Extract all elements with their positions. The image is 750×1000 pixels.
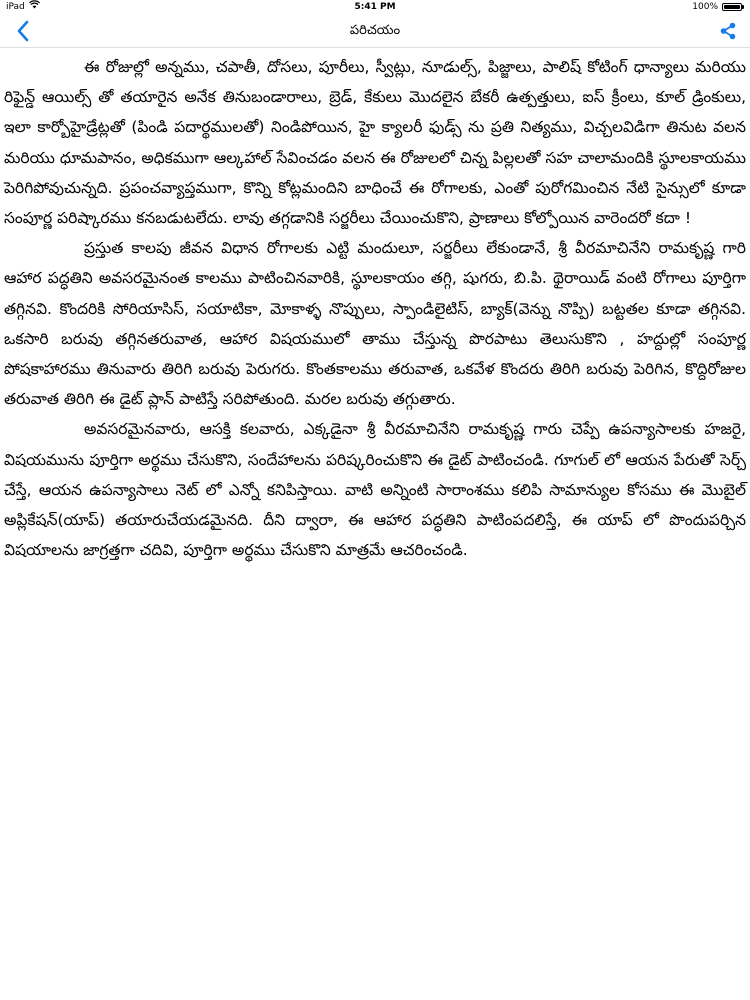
status-time: 5:41 PM xyxy=(354,2,396,12)
share-icon xyxy=(719,22,737,40)
battery-percent: 100% xyxy=(692,2,718,12)
share-button[interactable] xyxy=(716,19,740,43)
intro-paragraph-3: అవసరమైనవారు, ఆసక్తి కలవారు, ఎక్కడైనా శ్రీ వీరమాచినేని రామకృష్ణ గారు చెప్పే ఉపన్యాసాలకు హజరై, విషయమును పూర్తిగా అర్థము చేసుకొని, సందేహాలను పరిష్కరించుకొని ఈ డైట్ పాటించండి. గూగుల్ లో ఆయన పేరుతో సెర్చ్ చేస్తే, ఆయన ఉపన్యాసాలు నెట్ లో ఎన్నో కనిపిస్తాయి. వాటి అన్నింటి సారాంశము కలిపి సామాన్యుల కోసము ఈ మొబైల్ అప్లికేషన్(యాప్) తయారుచేయడమైనది. దీని ద్వారా, ఈ ఆహార పద్ధతిని పాటింపదలిస్తే, ఈ యాప్ లో పొందుపర్చిన విషయాలను జాగ్రత్తగా చదివి, పూర్తిగా అర్థము చేసుకొని మాత్రమే ఆచరించండి. xyxy=(4,420,746,560)
battery-tip xyxy=(742,5,744,9)
battery-body xyxy=(722,3,742,11)
navigation-bar xyxy=(0,14,750,48)
carrier-label: iPad xyxy=(6,2,25,12)
intro-paragraph-2: ప్రస్తుత కాలపు జీవన విధాన రోగాలకు ఎట్టి మందులూ, సర్జరీలు లేకుండానే, శ్రీ వీరమాచినేని రామకృష్ణ గారి ఆహార పద్ధతిని అవసరమైనంత కాలము పాటించినవారికి, స్థూలకాయం తగ్గి, షుగరు, బి.పి. థైరాయిడ్ వంటి రోగాలు పూర్తిగా తగ్గినవి. కొందరికి సోరియాసిస్, సయాటికా, మోకాళ్ళ నొప్పులు, స్పాండిలైటిస్, బ్యాక్(వెన్ను నొప్పి) బట్టతల కూడా తగ్గినవి. ఒకసారి బరువు తగ్గినతరువాత, ఆహార విషయములో తాము చేస్తున్న పొరపాటు తెలుసుకొని , హద్దుల్లో సంపూర్ణ పోషకాహారము తినువారు తిరిగి బరువు పెరుగరు. కొంతకాలము తరువాత, ఒకవేళ కొందరు తిరిగి బరువు పెరిగిన, కొద్దిరోజుల తరువాత తిరిగి ఈ డైట్ ప్లాన్ పాటిస్తే సరిపోతుంది. మరల బరువు తగ్గుతారు. xyxy=(4,239,746,409)
intro-text-content xyxy=(4,52,746,565)
page-title: పరిచయం xyxy=(349,23,401,38)
battery-icon xyxy=(722,3,744,11)
status-right xyxy=(692,0,744,14)
status-bar xyxy=(0,0,750,14)
intro-paragraph-1: ఈ రోజుల్లో అన్నము, చపాతీ, దోసలు, పూరీలు, స్వీట్లు, నూడుల్స్, పిజ్జాలు, పాలిష్ కోటింగ్ ధాన్యాలు మరియు రిఫైన్డ్ ఆయిల్స్ తో తయారైన అనేక తినుబండారాలు, బ్రెడ్, కేకులు మొదలైన బేకరీ ఉత్పత్తులు, ఐస్ క్రీంలు, కూల్ డ్రింకులు, ఇలా కార్బోహైడ్రేట్లతో (పిండి పదార్థములతో) నిండిపోయిన, హై క్యాలరీ ఫుడ్స్ ను ప్రతి నిత్యము, విచ్చలవిడిగా తినుట వలన మరియు ధూమపానం, అధికముగా ఆల్కహాల్ సేవించడం వలన ఈ రోజులలో చిన్న పిల్లలతో సహ చాలామందికి స్థూలకాయము పెరిగిపోవుచున్నది. ప్రపంచవ్యాప్తముగా, కొన్ని కోట్లమందిని బాధించే ఈ రోగాలకు, ఎంతో పురోగమించిన నేటి సైన్సులో కూడా సంపూర్ణ పరిష్కారము కనబడుటలేదు. లావు తగ్గడానికి సర్జరీలు చేయించుకొని, ప్రాణాలు కోల్పోయిన వారెందరో కదా ! xyxy=(4,58,746,228)
battery-fill xyxy=(724,5,740,9)
